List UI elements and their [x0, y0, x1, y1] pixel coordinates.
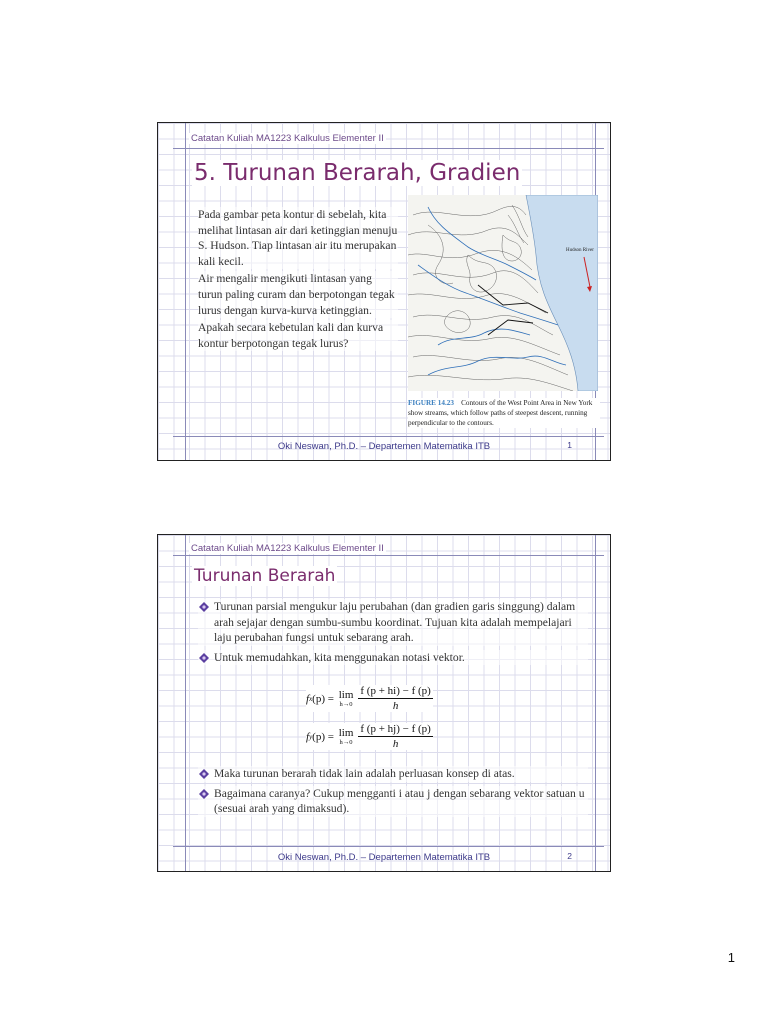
slide-1: [157, 122, 611, 461]
paragraph-2: Air mengalir mengikuti lintasan yang turun paling curam dan berpotongan tegak lurus dengan kurva-kurva ketinggian.: [198, 271, 398, 318]
slide-body-bottom: [198, 766, 588, 821]
bullet-text: Maka turunan berarah tidak lain adalah perluasan konsep di atas.: [214, 767, 515, 780]
diamond-bullet-icon: [199, 653, 209, 663]
contour-map-image: [408, 195, 598, 391]
slide-page-number: 2: [567, 851, 572, 861]
bullet-item: [198, 599, 588, 646]
contour-map-figure: [408, 195, 598, 391]
footer-rule: [173, 846, 604, 847]
formula-denominator: h: [392, 738, 399, 750]
figure-label: FIGURE 14.23: [408, 399, 454, 407]
document-page-number: 1: [727, 950, 735, 965]
diamond-bullet-icon: [199, 769, 209, 779]
formula-fx: [306, 685, 433, 712]
formula-lim: lim: [338, 689, 354, 701]
slide-title: 5. Turunan Berarah, Gradien: [194, 160, 521, 186]
guide-line-left: [185, 123, 186, 460]
footer-rule: [173, 436, 604, 437]
figure-caption-text: Contours of the West Point Area in New York show streams, which follow paths of steepest descent, running perpendicular to the contours.: [408, 399, 593, 427]
slide-title: Turunan Berarah: [194, 566, 336, 586]
slide-body: [198, 207, 398, 353]
slide-body-top: [198, 599, 588, 669]
bullet-text: Bagaimana caranya? Cukup mengganti i atau j dengan sebarang vektor satuan u (sesuai arah yang dimaksud).: [214, 786, 585, 816]
hudson-river-label: Hudson River: [566, 248, 594, 253]
formula-arg: (p) =: [312, 730, 337, 743]
bullet-item: [198, 786, 588, 817]
figure-caption: [408, 398, 600, 428]
slide-page-number: 1: [567, 440, 572, 450]
diamond-bullet-icon: [199, 789, 209, 799]
bullet-item: [198, 650, 588, 666]
slide-footer: Oki Neswan, Ph.D. – Departemen Matematika ITB: [277, 441, 491, 452]
bullet-item: [198, 766, 588, 782]
formula-lhs: f: [306, 730, 310, 743]
formula-numerator: f (p + hj) − f (p): [360, 723, 431, 735]
formula-lim-sub: h→0: [339, 701, 353, 708]
formula-arg: (p) =: [312, 692, 337, 705]
course-title: Catatan Kuliah MA1223 Kalkulus Elementer II: [191, 133, 384, 144]
header-rule: [173, 555, 604, 556]
formula-denominator: h: [392, 700, 399, 712]
formula-sub: y: [309, 732, 313, 741]
slide-footer: Oki Neswan, Ph.D. – Departemen Matematika ITB: [277, 852, 491, 863]
bullet-text: Untuk memudahkan, kita menggunakan notasi vektor.: [214, 650, 465, 664]
header-rule: [173, 148, 604, 149]
formula-sub: x: [309, 694, 313, 703]
paragraph-1: Pada gambar peta kontur di sebelah, kita melihat lintasan air dari ketinggian menuju S. Hudson. Tiap lintasan air itu merupakan kali kecil.: [198, 208, 398, 268]
formula-numerator: f (p + hi) − f (p): [360, 685, 431, 697]
formula-fy: [306, 723, 433, 750]
formula-lim: lim: [338, 727, 354, 739]
course-title: Catatan Kuliah MA1223 Kalkulus Elementer II: [191, 543, 384, 554]
paragraph-3: Apakah secara kebetulan kali dan kurva kontur berpotongan tegak lurus?: [198, 320, 398, 351]
bullet-text: Turunan parsial mengukur laju perubahan (dan gradien garis singgung) dalam arah sejajar dengan sumbu-sumbu koordinat. Tujuan kita adalah mempelajari laju perubahan fungsi untuk sebarang arah.: [214, 600, 576, 645]
formula-lim-sub: h→0: [339, 739, 353, 746]
guide-line-left: [185, 535, 186, 871]
guide-line-right: [595, 535, 596, 871]
diamond-bullet-icon: [199, 602, 209, 612]
formula-lhs: f: [306, 692, 310, 705]
slide-2: [157, 534, 611, 872]
